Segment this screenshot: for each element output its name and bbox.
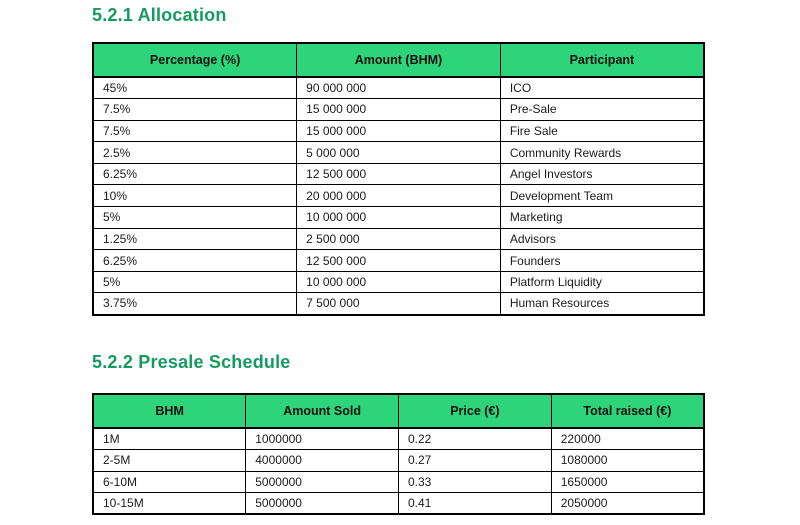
- table-cell: 5%: [93, 271, 297, 293]
- table-cell: 1000000: [246, 428, 399, 450]
- table-cell: 1M: [93, 428, 246, 450]
- table-row: [93, 250, 704, 272]
- table-cell: 220000: [551, 428, 704, 450]
- section-heading-allocation: 5.2.1 Allocation: [92, 5, 227, 25]
- table-cell: 5%: [93, 207, 297, 229]
- table-header-row: [93, 394, 704, 428]
- column-header: Total raised (€): [551, 394, 704, 428]
- table-row: [93, 120, 704, 142]
- table-cell: 3.75%: [93, 293, 297, 315]
- table-cell: 0.41: [399, 493, 552, 515]
- table-cell: 15 000 000: [297, 99, 501, 121]
- table-cell: 1080000: [551, 450, 704, 472]
- table-cell: ICO: [500, 77, 704, 99]
- column-header: BHM: [93, 394, 246, 428]
- table-cell: 4000000: [246, 450, 399, 472]
- table-cell: 7.5%: [93, 120, 297, 142]
- table-cell: 6.25%: [93, 163, 297, 185]
- table-cell: 2 500 000: [297, 228, 501, 250]
- table-cell: 20 000 000: [297, 185, 501, 207]
- table-cell: Marketing: [500, 207, 704, 229]
- table-cell: 10-15M: [93, 493, 246, 515]
- table-cell: Pre-Sale: [500, 99, 704, 121]
- table-row: [93, 207, 704, 229]
- table-cell: 2.5%: [93, 142, 297, 164]
- table-row: [93, 77, 704, 99]
- table-row: [93, 471, 704, 493]
- table-cell: Community Rewards: [500, 142, 704, 164]
- table-header-row: [93, 43, 704, 77]
- table-cell: Fire Sale: [500, 120, 704, 142]
- table-row: [93, 271, 704, 293]
- table-cell: 15 000 000: [297, 120, 501, 142]
- table-row: [93, 163, 704, 185]
- table-row: [93, 493, 704, 515]
- section-heading-presale-schedule: 5.2.2 Presale Schedule: [92, 352, 291, 372]
- table-cell: 7.5%: [93, 99, 297, 121]
- table-cell: 10%: [93, 185, 297, 207]
- table-cell: 5000000: [246, 471, 399, 493]
- table-cell: Platform Liquidity: [500, 271, 704, 293]
- table-cell: 10 000 000: [297, 271, 501, 293]
- table-cell: 45%: [93, 77, 297, 99]
- table-cell: 5 000 000: [297, 142, 501, 164]
- table-cell: 12 500 000: [297, 250, 501, 272]
- table-cell: Human Resources: [500, 293, 704, 315]
- table-cell: 0.22: [399, 428, 552, 450]
- table-row: [93, 293, 704, 315]
- table-cell: Development Team: [500, 185, 704, 207]
- column-header: Participant: [500, 43, 704, 77]
- table-cell: Founders: [500, 250, 704, 272]
- table-cell: 0.33: [399, 471, 552, 493]
- table-row: [93, 185, 704, 207]
- table-cell: 1.25%: [93, 228, 297, 250]
- allocation-table: [92, 42, 705, 316]
- table-cell: 2050000: [551, 493, 704, 515]
- table-row: [93, 428, 704, 450]
- table-cell: 1650000: [551, 471, 704, 493]
- table-row: [93, 99, 704, 121]
- column-header: Price (€): [399, 394, 552, 428]
- table-cell: Advisors: [500, 228, 704, 250]
- table-cell: 10 000 000: [297, 207, 501, 229]
- table-cell: 90 000 000: [297, 77, 501, 99]
- column-header: Percentage (%): [93, 43, 297, 77]
- table-cell: 6-10M: [93, 471, 246, 493]
- column-header: Amount (BHM): [297, 43, 501, 77]
- table-cell: 12 500 000: [297, 163, 501, 185]
- table-row: [93, 228, 704, 250]
- table-cell: 2-5M: [93, 450, 246, 472]
- table-cell: Angel Investors: [500, 163, 704, 185]
- table-row: [93, 450, 704, 472]
- column-header: Amount Sold: [246, 394, 399, 428]
- table-cell: 5000000: [246, 493, 399, 515]
- table-cell: 6.25%: [93, 250, 297, 272]
- table-row: [93, 142, 704, 164]
- table-cell: 7 500 000: [297, 293, 501, 315]
- presale-schedule-table: [92, 393, 705, 515]
- table-cell: 0.27: [399, 450, 552, 472]
